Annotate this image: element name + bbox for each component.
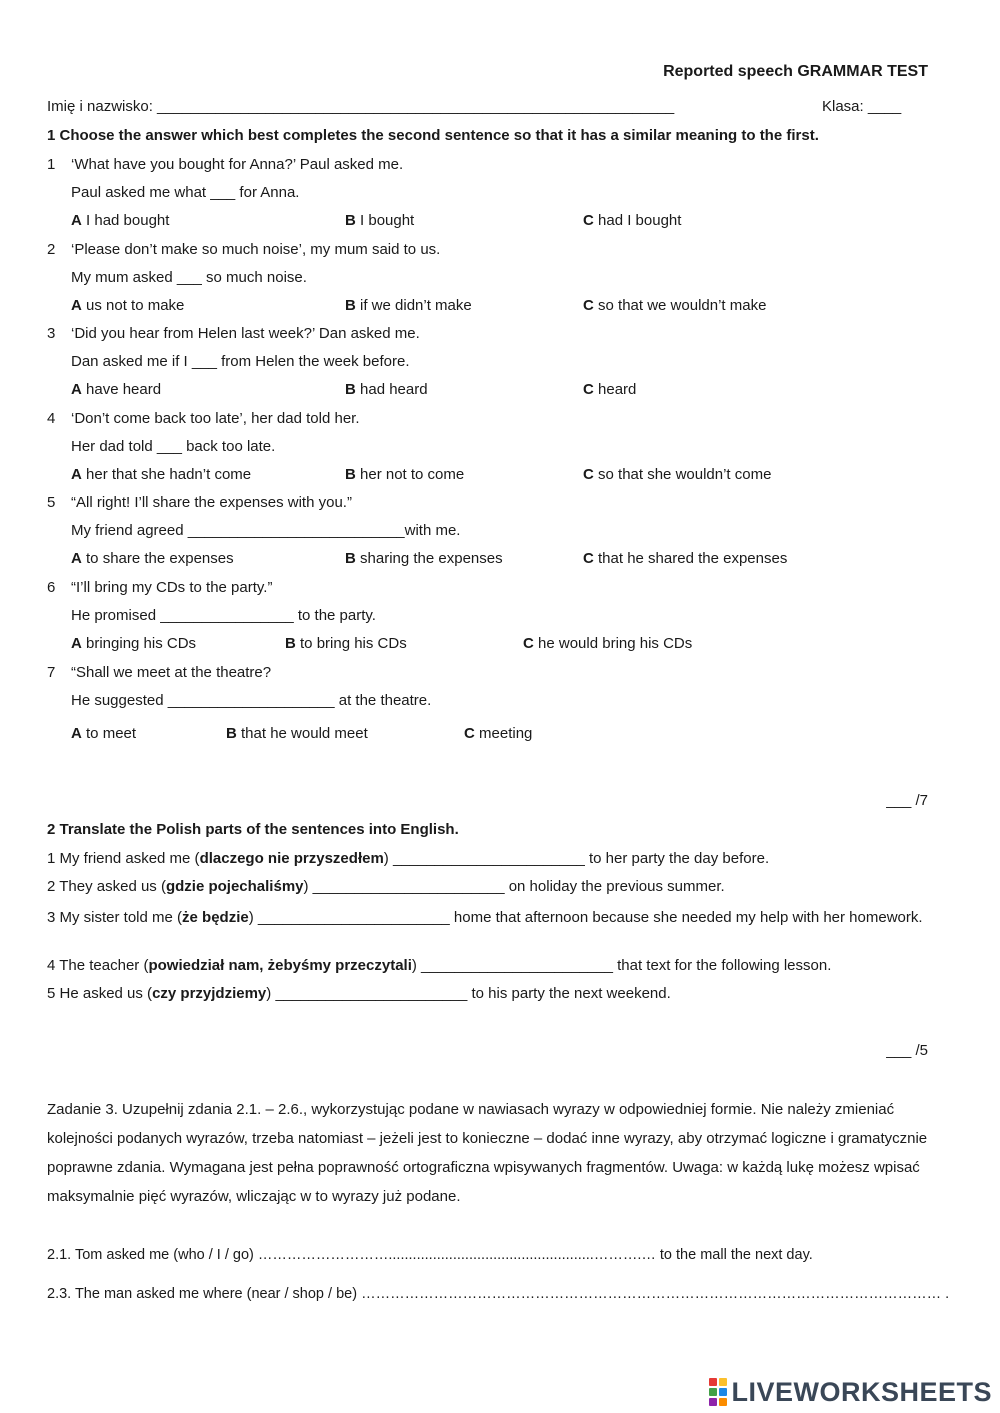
question-prompt: ‘What have you bought for Anna?’ Paul asked me. — [71, 156, 404, 173]
answer-option-c[interactable] — [583, 297, 766, 315]
option-text: so that she wouldn’t come — [598, 466, 772, 483]
option-text: so that we wouldn’t make — [598, 297, 767, 314]
option-letter: A — [71, 635, 82, 652]
task1-instruction: 1 Choose the answer which best completes the second sentence so that it has a similar meaning to the first. — [47, 127, 819, 144]
option-letter: B — [345, 550, 356, 567]
answer-option-a[interactable] — [71, 550, 234, 568]
option-letter: A — [71, 725, 82, 742]
task1-score[interactable]: ___ /7 — [886, 792, 928, 809]
translation-pre: 2 They asked us ( — [47, 878, 166, 895]
answer-option-c[interactable] — [523, 635, 692, 653]
option-letter: B — [345, 297, 356, 314]
answer-option-b[interactable] — [345, 550, 503, 568]
task3-instruction: Zadanie 3. Uzupełnij zdania 2.1. – 2.6., wykorzystując podane w nawiasach wyrazy w odpowiedniej formie. Nie należy zmieniać kolejności podanych wyrazów, trzeba natomiast – jeżeli jest to konieczne – dodać inne wyrazy, aby otrzymać logiczne i gramatycznie poprawne zdania. Wymagana jest pełna poprawność ortograficzna wpisywanych fragmentów. Uwaga: w każdą lukę możesz wpisać maksymalnie pięć wyrazów, wliczając w to wyrazy już podane. — [47, 1101, 928, 1205]
question-stem: He suggested ____________________ at the theatre. — [71, 692, 432, 709]
option-text: her not to come — [360, 466, 465, 483]
option-letter: C — [583, 297, 594, 314]
translation-item[interactable] — [47, 907, 927, 929]
option-text: to share the expenses — [86, 550, 234, 567]
task3-item-1[interactable]: 2.1. Tom asked me (who / I / go) ………………………...................................................……….… to the mall the next day. — [47, 1247, 813, 1263]
option-text: to bring his CDs — [300, 635, 407, 652]
translation-bold: czy przyjdziemy — [152, 985, 267, 1002]
translation-item[interactable] — [47, 850, 769, 868]
answer-option-a[interactable] — [71, 212, 169, 230]
option-text: if we didn’t make — [360, 297, 472, 314]
name-field-label[interactable]: Imię i nazwisko: ______________________________________________________________ — [47, 98, 675, 115]
translation-item[interactable] — [47, 957, 831, 975]
option-text: that he would meet — [241, 725, 368, 742]
question-prompt: ‘Did you hear from Helen last week?’ Dan asked me. — [71, 325, 420, 342]
option-letter: C — [583, 212, 594, 229]
option-text: had I bought — [598, 212, 682, 229]
option-text: that he shared the expenses — [598, 550, 788, 567]
translation-pre: 3 My sister told me ( — [47, 909, 183, 926]
option-text: had heard — [360, 381, 428, 398]
translation-bold: gdzie pojechaliśmy — [165, 878, 304, 895]
translation-post: ) _______________________ to her party the day before. — [383, 850, 770, 867]
test-title: Reported speech GRAMMAR TEST — [663, 63, 928, 80]
logo-block — [719, 1378, 727, 1386]
translation-bold: powiedział nam, żebyśmy przeczytali — [148, 957, 412, 974]
option-letter: A — [71, 550, 82, 567]
class-field-label[interactable]: Klasa: ____ — [822, 98, 902, 115]
option-text: her that she hadn’t come — [86, 466, 252, 483]
task3-item-2[interactable]: 2.3. The man asked me where (near / shop / be) ………………………………………………………………………………………………………… . — [47, 1286, 950, 1302]
answer-option-c[interactable] — [583, 466, 771, 484]
option-letter: A — [71, 212, 82, 229]
task2-score[interactable]: ___ /5 — [886, 1042, 928, 1059]
question-number: 2 — [47, 241, 56, 258]
option-letter: B — [345, 212, 356, 229]
option-text: meeting — [479, 725, 533, 742]
option-letter: C — [583, 381, 594, 398]
answer-option-a[interactable] — [71, 297, 184, 315]
question-stem: Dan asked me if I ___ from Helen the week before. — [71, 353, 410, 370]
option-letter: B — [285, 635, 296, 652]
question-stem: My friend agreed __________________________with me. — [71, 522, 461, 539]
option-letter: C — [583, 550, 594, 567]
logo-blocks-icon — [709, 1378, 727, 1406]
answer-option-c[interactable] — [464, 725, 532, 743]
option-text: I had bought — [86, 212, 170, 229]
option-letter: B — [226, 725, 237, 742]
logo-block — [709, 1388, 717, 1396]
question-number: 1 — [47, 156, 56, 173]
translation-item[interactable] — [47, 985, 671, 1003]
question-stem: He promised ________________ to the party. — [71, 607, 376, 624]
option-letter: B — [345, 381, 356, 398]
answer-option-a[interactable] — [71, 725, 136, 743]
option-text: have heard — [86, 381, 162, 398]
logo-text: LIVEWORKSHEETS — [731, 1376, 992, 1407]
task2-instruction: 2 Translate the Polish parts of the sentences into English. — [47, 821, 459, 838]
answer-option-c[interactable] — [583, 550, 787, 568]
option-text: bringing his CDs — [86, 635, 197, 652]
logo-block — [719, 1388, 727, 1396]
translation-pre: 4 The teacher ( — [47, 957, 149, 974]
question-prompt: ‘Please don’t make so much noise’, my mum said to us. — [71, 241, 441, 258]
translation-bold: że będzie — [182, 909, 249, 926]
option-letter: C — [523, 635, 534, 652]
option-text: to meet — [86, 725, 137, 742]
logo-block — [709, 1378, 717, 1386]
liveworksheets-logo — [709, 1377, 992, 1407]
option-letter: C — [583, 466, 594, 483]
logo-block — [719, 1398, 727, 1406]
option-text: he would bring his CDs — [538, 635, 693, 652]
answer-option-b[interactable] — [345, 466, 464, 484]
question-number: 4 — [47, 410, 56, 427]
option-letter: C — [464, 725, 475, 742]
question-prompt: “All right! I’ll share the expenses with you.” — [71, 494, 352, 511]
question-number: 7 — [47, 664, 56, 681]
option-text: heard — [598, 381, 637, 398]
question-prompt: “Shall we meet at the theatre? — [71, 664, 272, 681]
question-stem: Paul asked me what ___ for Anna. — [71, 184, 300, 201]
question-number: 3 — [47, 325, 56, 342]
question-prompt: ‘Don’t come back too late’, her dad told her. — [71, 410, 360, 427]
translation-post: ) _______________________ to his party the next weekend. — [266, 985, 671, 1002]
answer-option-a[interactable] — [71, 466, 251, 484]
translation-post: ) _______________________ that text for the following lesson. — [411, 957, 832, 974]
answer-option-b[interactable] — [285, 635, 407, 653]
option-letter: A — [71, 466, 82, 483]
translation-bold: dlaczego nie przyszedłem — [199, 850, 384, 867]
translation-pre: 5 He asked us ( — [47, 985, 153, 1002]
answer-option-b[interactable] — [345, 381, 428, 399]
answer-option-a[interactable] — [71, 381, 161, 399]
answer-option-b[interactable] — [345, 297, 472, 315]
answer-option-c[interactable] — [583, 381, 636, 399]
question-stem: Her dad told ___ back too late. — [71, 438, 276, 455]
question-number: 6 — [47, 579, 56, 596]
question-number: 5 — [47, 494, 56, 511]
answer-option-b[interactable] — [345, 212, 414, 230]
answer-option-a[interactable] — [71, 635, 196, 653]
logo-block — [709, 1398, 717, 1406]
option-text: us not to make — [86, 297, 185, 314]
translation-post: ) _______________________ on holiday the previous summer. — [303, 878, 725, 895]
option-text: I bought — [360, 212, 415, 229]
question-stem: My mum asked ___ so much noise. — [71, 269, 307, 286]
option-letter: A — [71, 381, 82, 398]
option-text: sharing the expenses — [360, 550, 503, 567]
translation-pre: 1 My friend asked me ( — [47, 850, 200, 867]
translation-item[interactable] — [47, 878, 725, 896]
option-letter: B — [345, 466, 356, 483]
option-letter: A — [71, 297, 82, 314]
answer-option-b[interactable] — [226, 725, 368, 743]
translation-post: ) _______________________ home that afternoon because she needed my help with her homework. — [248, 909, 923, 926]
answer-option-c[interactable] — [583, 212, 681, 230]
question-prompt: “I’ll bring my CDs to the party.” — [71, 579, 273, 596]
